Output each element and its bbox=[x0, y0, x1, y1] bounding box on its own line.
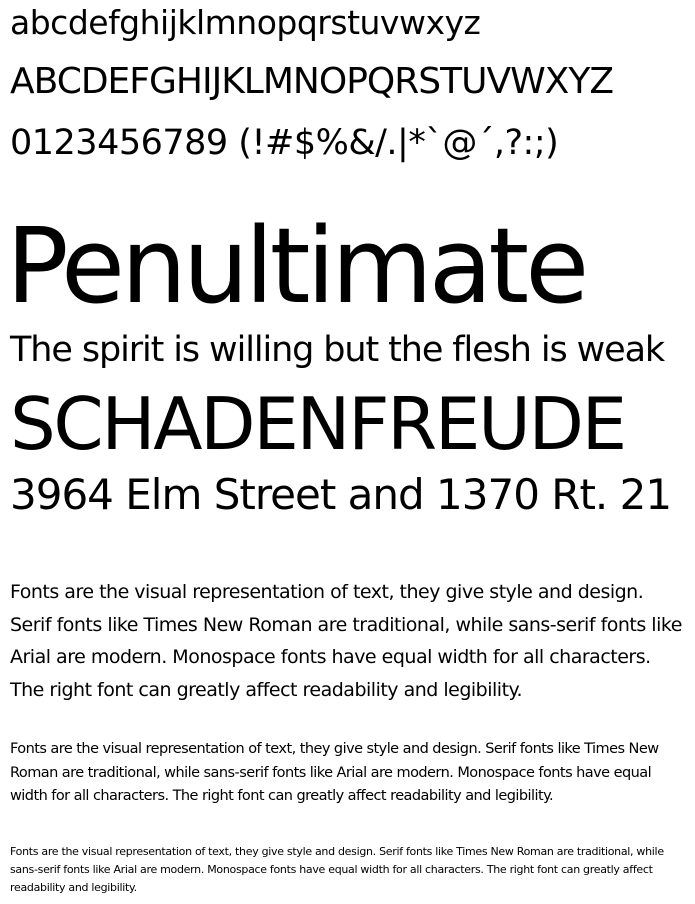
paragraph-medium: Fonts are the visual representation of text, they give style and design. Serif fonts like Times New Roman are traditional, while sans-serif fonts like Arial are modern. Monospace fonts have equal width for all characters. The right font can greatly affect readability and legibility. bbox=[10, 741, 659, 804]
digits-and-symbols: 0123456789 (!#$%&/.|*`@´,?:;) bbox=[10, 123, 559, 163]
sample-sentence: The spirit is willing but the flesh is weak bbox=[10, 330, 665, 370]
paragraph-large: Fonts are the visual representation of text, they give style and design. Serif fonts like Times New Roman are traditional, while sans-serif fonts like Arial are modern. Monospace fonts have equal width for all characters. The right font can greatly affect readability and legibility. bbox=[10, 581, 682, 701]
caps-word: SCHADENFREUDE bbox=[10, 382, 625, 466]
uppercase-alphabet: ABCDEFGHIJKLMNOPQRSTUVWXYZ bbox=[10, 61, 613, 102]
lowercase-alphabet: abcdefghijklmnopqrstuvwxyz bbox=[10, 3, 481, 42]
paragraph-small: Fonts are the visual representation of text, they give style and design. Serif fonts like Times New Roman are traditional, while sans-serif fonts like Arial are modern. Monospace fonts have equal width for all characters. The right font can greatly affect readability and legibility. bbox=[10, 845, 664, 894]
display-word: Penultimate bbox=[6, 205, 586, 327]
sample-address: 3964 Elm Street and 1370 Rt. 21 bbox=[10, 470, 672, 519]
